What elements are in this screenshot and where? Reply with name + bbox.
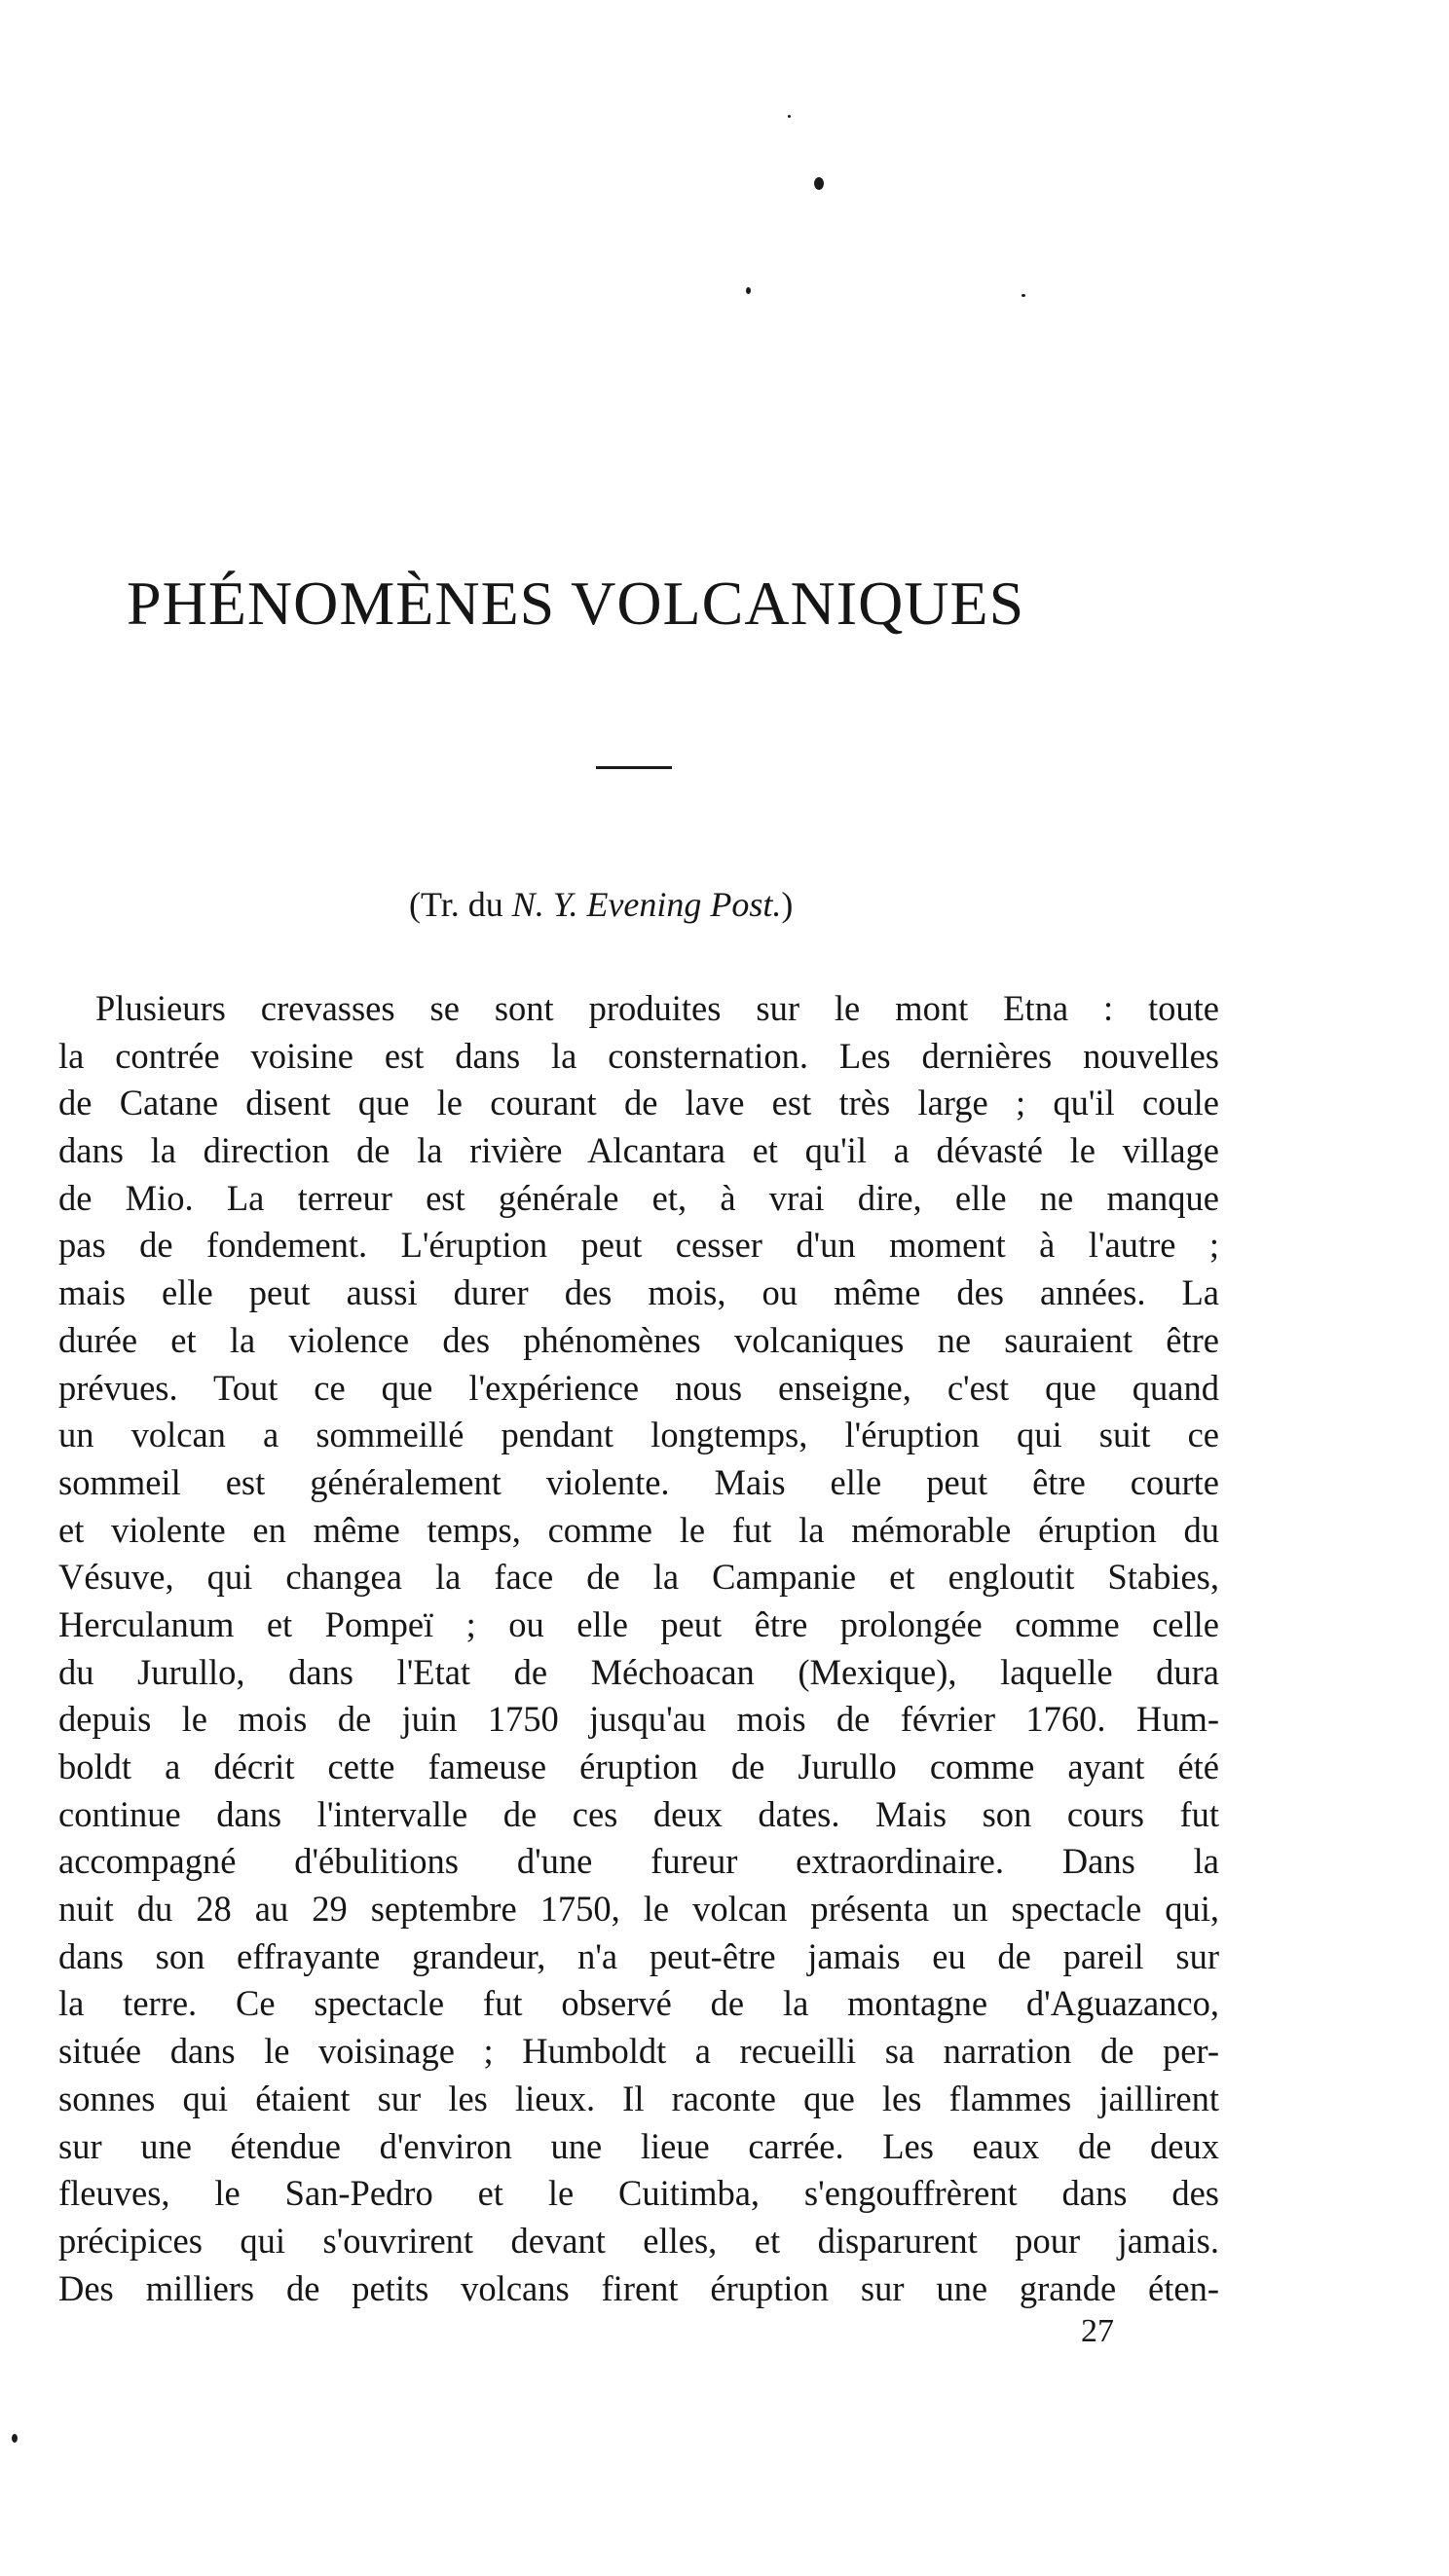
source-suffix: ) [781, 885, 794, 924]
title-rule [596, 766, 672, 769]
text-line: la terre. Ce spectacle fut observé de la montagne d'Aguazanco, [58, 1983, 1219, 2024]
text-line: Plusieurs crevasses se sont produites sur le mont Etna : toute [95, 988, 1219, 1028]
text-line: et violente en même temps, comme le fut la mémorable éruption du [58, 1509, 1219, 1550]
text-line: de Mio. La terreur est générale et, à vrai dire, elle ne manque [58, 1177, 1219, 1218]
text-line: Des milliers de petits volcans firent éruption sur une grande éten- [58, 2267, 1219, 2308]
text-line: depuis le mois de juin 1750 jusqu'au mois de février 1760. Hum- [58, 1699, 1219, 1740]
text-line: de Catane disent que le courant de lave est très large ; qu'il coule [58, 1083, 1219, 1123]
text-line: dans la direction de la rivière Alcantara et qu'il a dévasté le village [58, 1130, 1219, 1171]
text-line: du Jurullo, dans l'Etat de Méchoacan (Mexique), laquelle dura [58, 1651, 1219, 1692]
text-line: Vésuve, qui changea la face de la Campanie et engloutit Stabies, [58, 1557, 1219, 1598]
text-line: durée et la violence des phénomènes volcaniques ne sauraient être [58, 1319, 1219, 1360]
text-line: Herculanum et Pompeï ; ou elle peut être prolongée comme celle [58, 1603, 1219, 1644]
text-line: continue dans l'intervalle de ces deux dates. Mais son cours fut [58, 1793, 1219, 1834]
source-publication: N. Y. Evening Post. [511, 885, 782, 924]
text-line: nuit du 28 au 29 septembre 1750, le volcan présenta un spectacle qui, [58, 1889, 1219, 1930]
text-line: mais elle peut aussi durer des mois, ou même des années. La [58, 1272, 1219, 1313]
source-prefix: (Tr. du [409, 885, 512, 924]
ink-speck [746, 287, 751, 294]
text-line: sur une étendue d'environ une lieue carrée. Les eaux de deux [58, 2125, 1219, 2166]
page-number: 27 [1081, 2313, 1114, 2349]
ink-speck [1022, 294, 1025, 297]
text-line: prévues. Tout ce que l'expérience nous enseigne, c'est que quand [58, 1367, 1219, 1408]
text-line: boldt a décrit cette fameuse éruption de Jurullo comme ayant été [58, 1747, 1219, 1786]
article-body [58, 985, 1219, 2312]
text-line: fleuves, le San-Pedro et le Cuitimba, s'engouffrèrent dans des [58, 2173, 1219, 2214]
text-line: sonnes qui étaient sur les lieux. Il raconte que les flammes jaillirent [58, 2078, 1219, 2118]
text-line: un volcan a sommeillé pendant longtemps, l'éruption qui suit ce [58, 1415, 1219, 1455]
text-line: la contrée voisine est dans la consternation. Les dernières nouvelles [58, 1035, 1219, 1076]
text-line: précipices qui s'ouvrirent devant elles, et disparurent pour jamais. [58, 2220, 1219, 2261]
ink-speck [12, 2434, 18, 2443]
article-source [409, 887, 793, 922]
ink-speck [814, 177, 824, 190]
ink-speck [788, 115, 791, 118]
text-line: accompagné d'ébulitions d'une fureur extraordinaire. Dans la [58, 1841, 1219, 1882]
text-line: sommeil est généralement violente. Mais elle peut être courte [58, 1461, 1219, 1502]
article-title: PHÉNOMÈNES VOLCANIQUES [127, 569, 1025, 638]
text-line: pas de fondement. L'éruption peut cesser d'un moment à l'autre ; [58, 1225, 1219, 1266]
text-line: dans son effrayante grandeur, n'a peut-être jamais eu de pareil sur [58, 1935, 1219, 1976]
text-line: située dans le voisinage ; Humboldt a recueilli sa narration de per- [58, 2031, 1219, 2072]
